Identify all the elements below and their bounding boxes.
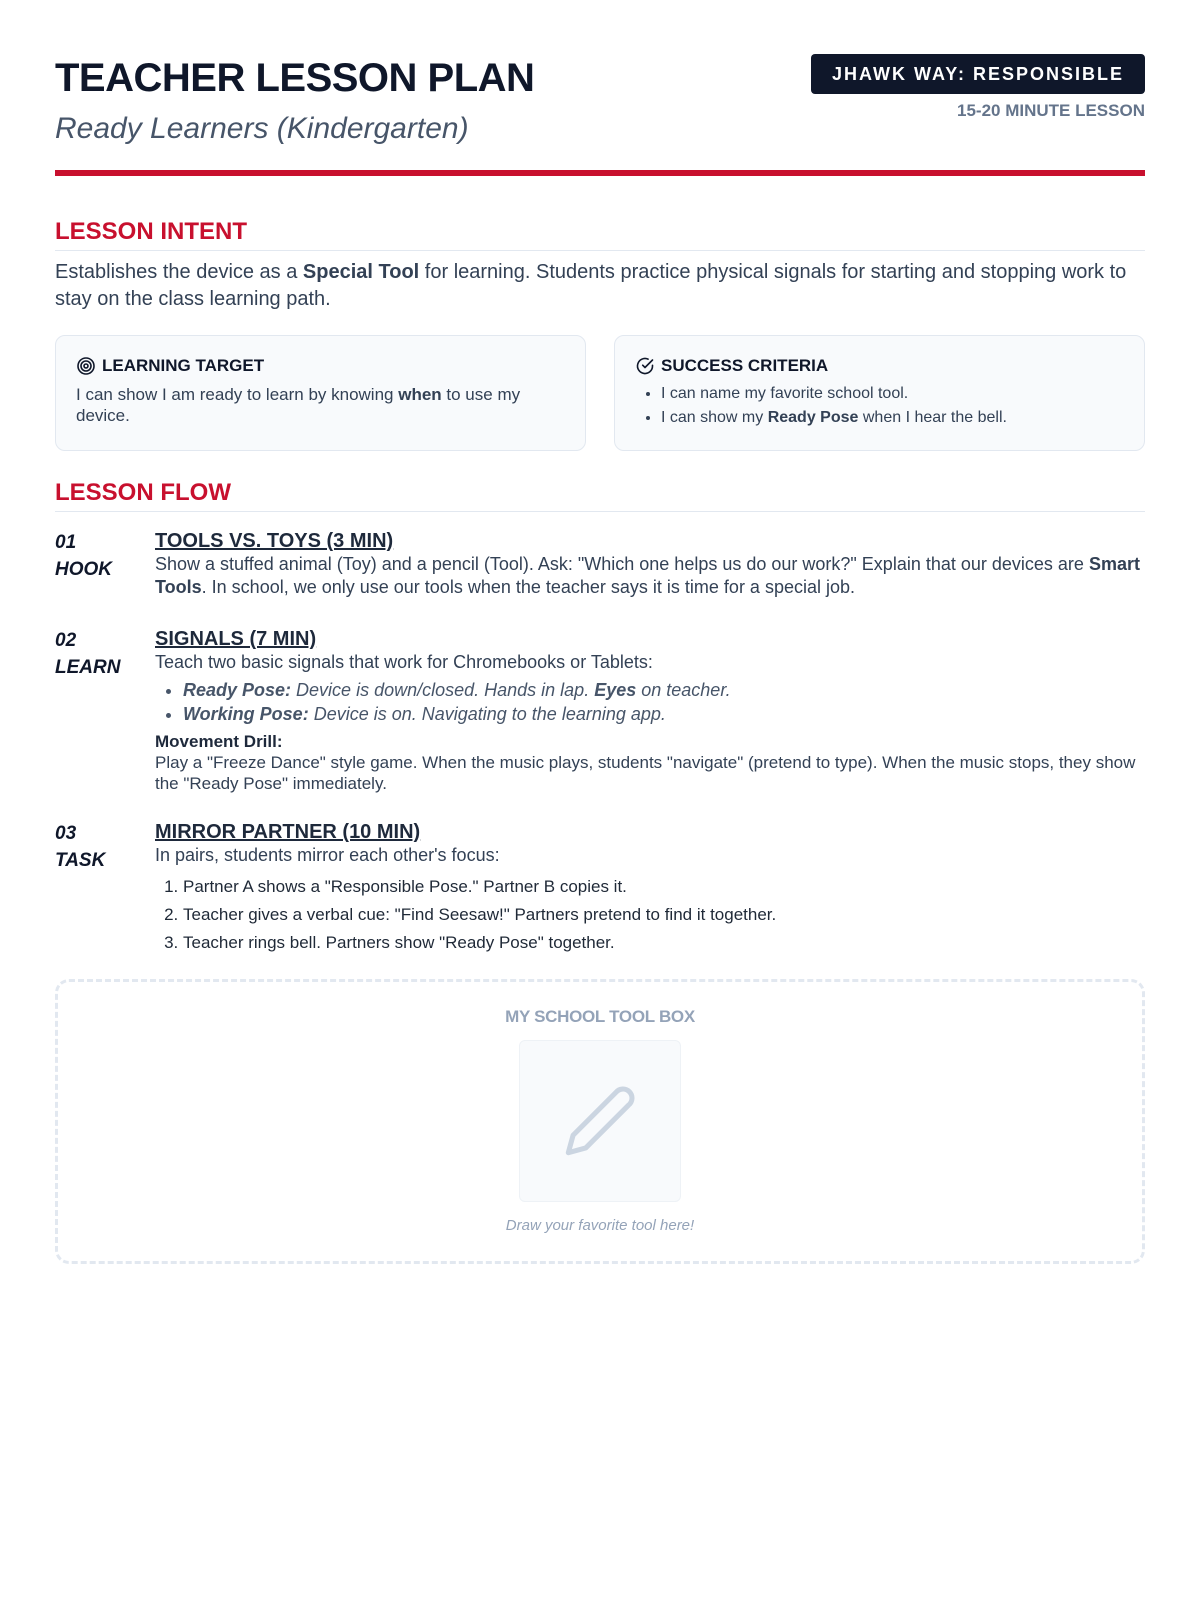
intent-text-bold: Special Tool <box>302 261 420 283</box>
intent-text-part: for learning. Students practice physical signals for starting and stopping work to stay on the class learning path. <box>55 261 1127 310</box>
step-number: 03 <box>55 823 77 844</box>
success-criteria-list <box>635 382 1124 430</box>
task-list <box>155 873 1145 957</box>
step-task <box>55 820 1145 957</box>
success-criteria-title <box>635 356 1124 376</box>
step-body <box>155 529 1145 599</box>
signal-text-bold: Eyes <box>594 680 637 700</box>
step-heading: MIRROR PARTNER (10 MIN) <box>155 821 421 843</box>
tool-box-panel <box>55 979 1145 1264</box>
step-name: LEARN <box>55 657 121 678</box>
list-item <box>661 406 1124 430</box>
success-criteria-card <box>614 335 1145 451</box>
header <box>55 0 1145 176</box>
check-circle-icon <box>635 356 655 376</box>
step-hook <box>55 529 1145 599</box>
drawing-area[interactable] <box>519 1040 681 1202</box>
list-item: 3. Teacher rings bell. Partners show "Ready Pose" together. <box>183 929 1145 957</box>
list-item: 2. Teacher gives a verbal cue: "Find Seesaw!" Partners pretend to find it together. <box>183 901 1145 929</box>
learning-target-text <box>76 384 565 426</box>
learning-target-label: LEARNING TARGET <box>102 356 265 375</box>
step-body <box>155 820 1145 957</box>
learning-target-card <box>55 335 586 451</box>
step-heading: SIGNALS (7 MIN) <box>155 628 317 650</box>
lesson-intent-text <box>55 259 1145 313</box>
target-icon <box>76 356 96 376</box>
lesson-intent-heading: LESSON INTENT <box>55 218 1145 251</box>
signal-text: Device is down/closed. Hands in lap. <box>291 680 595 700</box>
target-cards <box>55 335 1145 451</box>
signals-list <box>155 678 1145 726</box>
step-text <box>155 553 1145 599</box>
step-heading: TOOLS VS. TOYS (3 MIN) <box>155 530 394 552</box>
learning-target-text-part: I can show I am ready to learn by knowing <box>76 385 399 404</box>
lesson-flow-heading: LESSON FLOW <box>55 479 1145 512</box>
list-item: 1. Partner A shows a "Responsible Pose." Partner B copies it. <box>183 873 1145 901</box>
page-subtitle: Ready Learners (Kindergarten) <box>55 112 469 145</box>
step-text-bold: Smart Tools <box>155 554 1140 597</box>
step-name: TASK <box>55 850 106 871</box>
intent-text-part: Establishes the device as a <box>55 261 303 283</box>
step-label <box>55 627 155 794</box>
step-number: 01 <box>55 532 77 553</box>
lesson-duration: 15-20 MINUTE LESSON <box>957 101 1145 120</box>
criteria-text-part: I can show my <box>661 409 768 426</box>
lesson-flow-section <box>55 479 1145 957</box>
success-criteria-label: SUCCESS CRITERIA <box>661 356 829 375</box>
learning-target-text-part: to use my device. <box>76 385 521 425</box>
movement-drill-text: Play a "Freeze Dance" style game. When the music plays, students "navigate" (pretend to type). When the music stops, they show the "Ready Pose" immediately. <box>155 753 1136 793</box>
step-text-part: Show a stuffed animal (Toy) and a pencil (Tool). Ask: "Which one helps us do our work?" Explain that our devices are <box>155 554 1089 574</box>
movement-drill-title: Movement Drill: <box>155 732 283 751</box>
learning-target-title <box>76 356 565 376</box>
list-item: • I can name my favorite school tool. <box>661 382 1124 406</box>
pencil-icon <box>562 1083 638 1159</box>
step-text: In pairs, students mirror each other's focus: <box>155 845 500 865</box>
step-name: HOOK <box>55 559 112 580</box>
tool-box-title: MY SCHOOL TOOL BOX <box>505 1007 695 1026</box>
step-number: 02 <box>55 630 77 651</box>
step-text-part: . In school, we only use our tools when the teacher says it is time for a special job. <box>201 577 855 597</box>
signal-text: Device is on. Navigating to the learning app. <box>308 704 666 724</box>
list-item <box>183 678 1145 702</box>
lesson-intent-section <box>55 218 1145 313</box>
step-label <box>55 529 155 599</box>
step-body <box>155 627 1145 794</box>
list-item <box>183 702 1145 726</box>
page-title: TEACHER LESSON PLAN <box>55 56 535 100</box>
signal-text: on teacher. <box>636 680 731 700</box>
signal-name: Ready Pose: <box>183 680 292 700</box>
step-text: Teach two basic signals that work for Chromebooks or Tablets: <box>155 652 653 672</box>
learning-target-text-bold: when <box>398 385 442 404</box>
signal-name: Working Pose: <box>183 704 309 724</box>
criteria-text-bold: Ready Pose <box>767 409 859 426</box>
criteria-text-part: when I hear the bell. <box>858 409 1007 426</box>
step-label <box>55 820 155 957</box>
jhawk-way-badge: JHAWK WAY: RESPONSIBLE <box>811 54 1145 94</box>
tool-box-caption: Draw your favorite tool here! <box>505 1217 695 1234</box>
step-learn <box>55 627 1145 794</box>
